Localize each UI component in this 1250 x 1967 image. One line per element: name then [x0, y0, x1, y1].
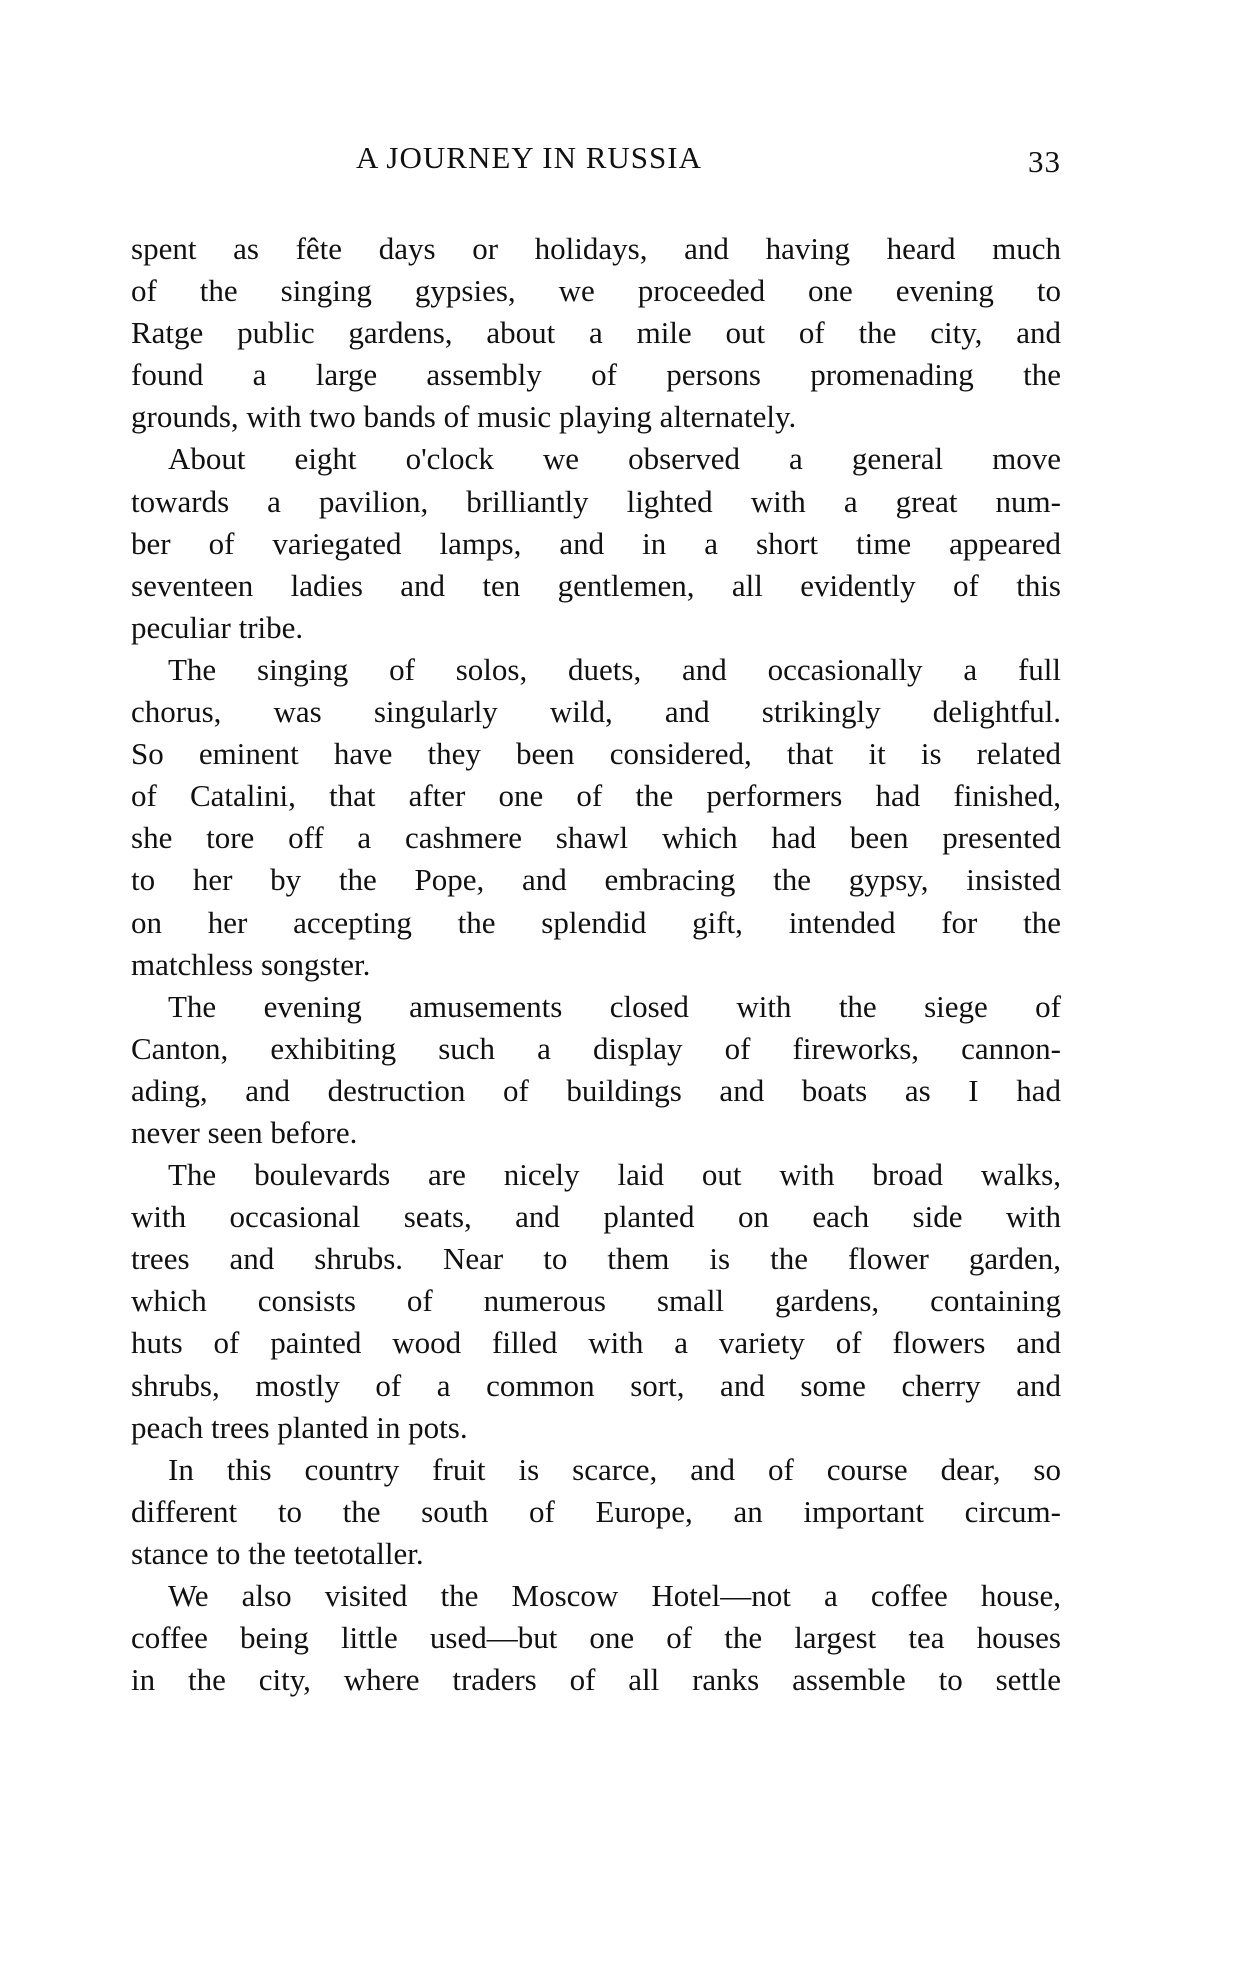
- text-line: About eight o'clock we observed a general move: [168, 441, 1061, 477]
- text-line: stance to the teetotaller.: [131, 1535, 424, 1571]
- text-line: huts of painted wood filled with a variety of flowers and: [131, 1325, 1061, 1361]
- text-line: she tore off a cashmere shawl which had been presented: [131, 820, 1061, 856]
- page-header: [131, 140, 1061, 180]
- text-line: peach trees planted in pots.: [131, 1409, 468, 1445]
- text-line: trees and shrubs. Near to them is the flower garden,: [131, 1241, 1061, 1277]
- text-line: which consists of numerous small gardens, containing: [131, 1283, 1061, 1319]
- running-title: A JOURNEY IN RUSSIA: [356, 140, 702, 175]
- text-line: in the city, where traders of all ranks assemble to settle: [131, 1662, 1061, 1698]
- text-line: chorus, was singularly wild, and strikingly delightful.: [131, 694, 1061, 730]
- text-line: coffee being little used—but one of the largest tea houses: [131, 1620, 1061, 1656]
- text-line: ading, and destruction of buildings and boats as I had: [131, 1072, 1061, 1108]
- page-body: [131, 228, 1061, 1701]
- page-number: 33: [1028, 144, 1061, 179]
- text-line: to her by the Pope, and embracing the gypsy, insisted: [131, 862, 1061, 898]
- text-line: found a large assembly of persons promenading the: [131, 357, 1061, 393]
- text-line: towards a pavilion, brilliantly lighted with a great num-: [131, 483, 1061, 519]
- text-line: shrubs, mostly of a common sort, and some cherry and: [131, 1367, 1061, 1403]
- text-line: grounds, with two bands of music playing alternately.: [131, 399, 797, 435]
- paragraph: [131, 1575, 1061, 1701]
- text-line: on her accepting the splendid gift, intended for the: [131, 904, 1061, 940]
- text-line: peculiar tribe.: [131, 609, 304, 645]
- paragraph: [131, 438, 1061, 648]
- paragraph: [131, 1154, 1061, 1449]
- paragraph: [131, 228, 1061, 438]
- text-line: In this country fruit is scarce, and of course dear, so: [168, 1451, 1061, 1487]
- text-line: matchless songster.: [131, 946, 371, 982]
- paragraph: [131, 649, 1061, 986]
- text-line: Ratge public gardens, about a mile out of the city, and: [131, 315, 1061, 351]
- paragraph: [131, 1449, 1061, 1575]
- text-line: The evening amusements closed with the siege of: [168, 988, 1061, 1024]
- text-line: The singing of solos, duets, and occasionally a full: [168, 651, 1061, 687]
- text-line: seventeen ladies and ten gentlemen, all evidently of this: [131, 567, 1061, 603]
- text-line: We also visited the Moscow Hotel—not a coffee house,: [168, 1578, 1061, 1613]
- text-line: Canton, exhibiting such a display of fireworks, cannon-: [131, 1030, 1061, 1066]
- text-line: of the singing gypsies, we proceeded one evening to: [131, 273, 1061, 309]
- text-line: of Catalini, that after one of the performers had finished,: [131, 778, 1061, 814]
- text-line: ber of variegated lamps, and in a short time appeared: [131, 525, 1061, 561]
- text-line: never seen before.: [131, 1114, 358, 1150]
- text-line: different to the south of Europe, an important circum-: [131, 1493, 1061, 1529]
- text-line: spent as fête days or holidays, and having heard much: [131, 231, 1061, 266]
- text-line: with occasional seats, and planted on each side with: [131, 1199, 1061, 1235]
- text-line: So eminent have they been considered, that it is related: [131, 736, 1061, 772]
- text-line: The boulevards are nicely laid out with broad walks,: [168, 1157, 1061, 1193]
- paragraph: [131, 986, 1061, 1154]
